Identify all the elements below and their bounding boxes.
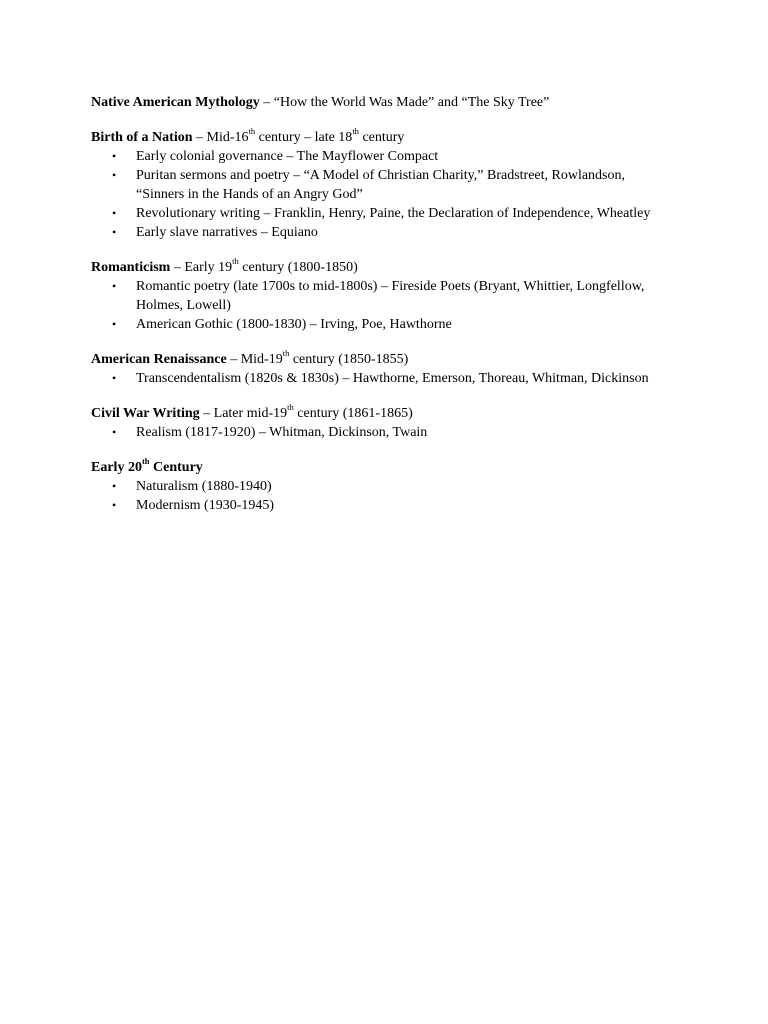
bullet-list — [91, 423, 691, 442]
bullet-icon: • — [112, 371, 117, 385]
bullet-list — [91, 277, 691, 334]
bullet-icon: • — [112, 168, 117, 182]
bullet-icon: • — [112, 206, 117, 220]
section-heading — [91, 350, 691, 369]
heading-superscript: th — [248, 126, 256, 137]
list-item — [91, 277, 676, 315]
bullet-icon: • — [112, 279, 117, 293]
list-item-text: Early slave narratives – Equiano — [136, 225, 318, 240]
heading-text: century — [358, 130, 405, 145]
section-heading — [91, 404, 691, 423]
heading-text: – Mid-19 — [226, 352, 283, 367]
list-item — [91, 315, 676, 334]
bullet-icon: • — [112, 479, 117, 493]
bullet-list — [91, 369, 691, 388]
bullet-list — [91, 477, 691, 515]
list-item-text: Modernism (1930-1945) — [136, 498, 275, 513]
heading-superscript: th — [232, 256, 239, 267]
heading-superscript: th — [141, 456, 150, 467]
heading-bold: Native American Mythology — [91, 95, 260, 110]
heading-text: – Later mid-19 — [199, 406, 288, 421]
list-item-text: Naturalism (1880-1940) — [136, 479, 272, 494]
heading-text: – “How the World Was Made” and “The Sky Tree” — [259, 95, 550, 110]
section-early-20th-century — [91, 458, 691, 515]
list-item-text: Transcendentalism (1820s & 1830s) – Hawthorne, Emerson, Thoreau, Whitman, Dickinson — [136, 371, 649, 386]
section-american-renaissance — [91, 350, 691, 388]
heading-text: – Mid-16 — [192, 130, 249, 145]
heading-superscript: th — [352, 126, 359, 137]
section-birth-of-a-nation — [91, 128, 691, 242]
heading-superscript: th — [287, 402, 294, 413]
heading-bold: Birth of a Nation — [91, 130, 193, 145]
heading-text: century – late 18 — [255, 130, 353, 145]
bullet-icon: • — [112, 225, 117, 239]
heading-bold: Civil War Writing — [91, 406, 200, 421]
list-item — [91, 423, 676, 442]
bullet-icon: • — [112, 425, 117, 439]
list-item — [91, 496, 676, 515]
heading-bold-text: Early 20 — [91, 460, 142, 475]
list-item-text: Puritan sermons and poetry – “A Model of Christian Charity,” Bradstreet, Rowlandson, “Sinners in the Hands of an Angry God” — [136, 168, 626, 202]
list-item — [91, 166, 676, 204]
list-item-text: Romantic poetry (late 1700s to mid-1800s) – Fireside Poets (Bryant, Whittier, Longfellow, Holmes, Lowell) — [136, 279, 645, 313]
bullet-icon: • — [112, 317, 117, 331]
heading-text: century (1861-1865) — [293, 406, 413, 421]
heading-superscript: th — [282, 348, 290, 359]
heading-bold: American Renaissance — [91, 352, 227, 367]
bullet-icon: • — [112, 149, 117, 163]
section-native-american-mythology — [91, 93, 691, 112]
bullet-list — [91, 147, 691, 242]
section-civil-war-writing — [91, 404, 691, 442]
list-item-text: Revolutionary writing – Franklin, Henry, Paine, the Declaration of Independence, Wheatley — [136, 206, 651, 221]
section-heading — [91, 128, 691, 147]
section-heading — [91, 458, 691, 477]
list-item-text: American Gothic (1800-1830) – Irving, Poe, Hawthorne — [136, 317, 452, 332]
heading-bold: Romanticism — [91, 260, 171, 275]
heading-bold — [91, 456, 203, 475]
list-item — [91, 147, 676, 166]
list-item-text: Early colonial governance – The Mayflower Compact — [136, 149, 439, 164]
list-item — [91, 477, 676, 496]
heading-text: century (1800-1850) — [238, 260, 358, 275]
section-heading — [91, 258, 691, 277]
section-romanticism — [91, 258, 691, 334]
heading-text: century (1850-1855) — [289, 352, 409, 367]
list-item — [91, 204, 676, 223]
list-item — [91, 369, 676, 388]
document-page — [91, 93, 691, 531]
heading-bold-text: Century — [149, 460, 203, 475]
section-heading — [91, 93, 691, 112]
bullet-icon: • — [112, 498, 117, 512]
list-item-text: Realism (1817-1920) – Whitman, Dickinson, Twain — [136, 425, 428, 440]
list-item — [91, 223, 676, 242]
heading-text: – Early 19 — [170, 260, 233, 275]
